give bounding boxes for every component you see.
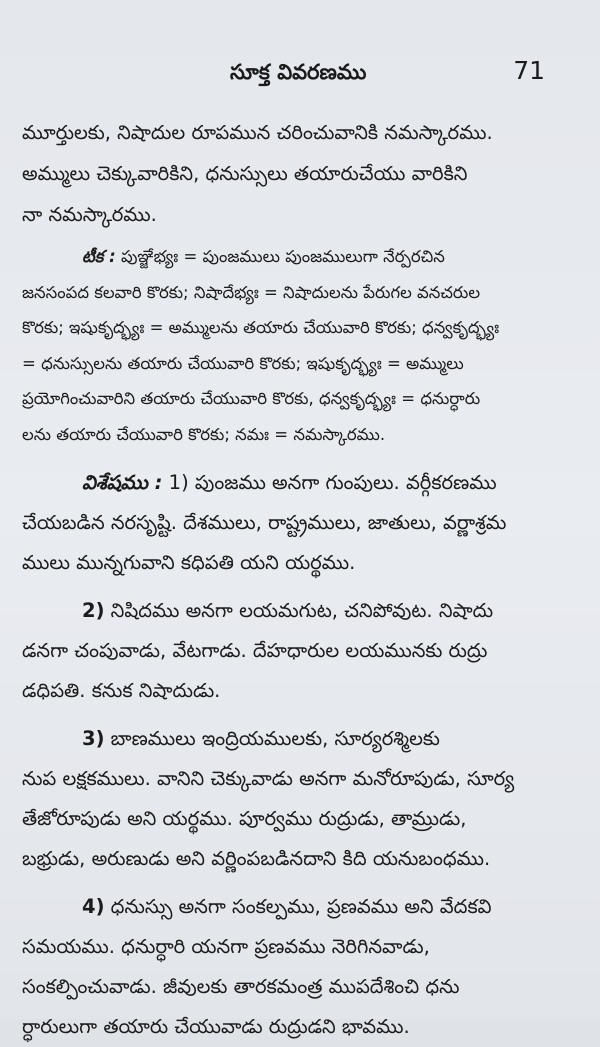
text-line: బభ్రుడు, అరుణుడు అని వర్ణింపబడినదాని కిది యనుబంధము. <box>22 847 491 870</box>
point-first-line: బాణములు ఇంద్రియములకు, సూర్యరశ్మిలకు <box>104 727 440 750</box>
text-line: సమయము. ధనుర్ధారి యనగా ప్రణవము నెరిగినవాడు, <box>22 935 430 958</box>
paragraph-point-2 <box>22 591 587 711</box>
text-line: డనగా చంపువాడు, వేటగాడు. దేహధారుల లయమునకు రుద్రు <box>22 639 488 662</box>
point-number: 3) <box>82 727 105 750</box>
page-number: 71 <box>513 56 545 85</box>
paragraph-intro <box>22 112 587 235</box>
text-line: జనసంపద కలవారి కొరకు; నిషాదేభ్యః = నిషాదులను పేరుగల వనచరుల <box>22 282 481 302</box>
text-line: మూర్తులకు, నిషాదుల రూపమున చరించువానికి నమస్కారము. <box>22 121 493 144</box>
visheshamu-first-line: 1) పుంజము అనగా గుంపులు. వర్గీకరణము <box>162 471 497 494</box>
paragraph-visheshamu <box>22 463 587 583</box>
point-number: 4) <box>82 895 105 918</box>
visheshamu-label: విశేషము : <box>82 471 163 494</box>
paragraph-teeka <box>22 239 587 452</box>
text-line: తేజోరూపుడు అని యర్థము. పూర్వము రుద్రుడు, తామ్రుడు, <box>22 807 467 830</box>
text-line: డధిపతి. కనుక నిషాదుడు. <box>22 679 221 702</box>
text-line <box>22 463 587 503</box>
text-line: నా నమస్కారము. <box>22 203 157 226</box>
point-first-line: నిషిదము అనగా లయమగుట, చనిపోవుట. నిషాదు <box>104 599 494 622</box>
paragraph-point-4 <box>22 887 587 1047</box>
text-line: ములు మున్నగువాని కధిపతి యని యర్థము. <box>22 551 356 574</box>
text-line: కొరకు; ఇషుకృద్భ్యః = అమ్ములను తయారు చేయువారి కొరకు; ధన్వకృద్భ్యః <box>22 318 500 337</box>
point-number: 2) <box>82 599 105 622</box>
paragraph-point-3 <box>22 719 587 879</box>
text-line: సంకల్పించువాడు. జీవులకు తారకమంత్ర ముపదేశించి ధను <box>22 975 460 998</box>
text-line <box>22 239 587 275</box>
text-line <box>22 591 587 631</box>
teeka-first-line: పుఞ్జేభ్యః = పుంజములు పుంజములుగా నేర్పరచిన <box>115 247 445 266</box>
text-line <box>22 887 587 927</box>
text-line: = ధనుస్సులను తయారు చేయువారి కొరకు; ఇషుకృద్భ్యః = అమ్ములు <box>22 353 464 373</box>
body-text <box>22 112 587 1047</box>
teeka-label: టీక : <box>82 247 116 266</box>
text-line: చేయబడిన నరసృష్టి. దేశములు, రాష్ట్రములు, జాతులు, వర్ణాశ్రమ <box>22 511 507 534</box>
running-header <box>0 56 600 90</box>
text-line: ప్రయోగించువారిని తయారు చేయువారి కొరకు, ధన్వకృద్భ్యః = ధనుర్ధారు <box>22 389 481 408</box>
text-line: లను తయారు చేయువారి కొరకు; నమః = నమస్కారము. <box>22 424 386 444</box>
text-line <box>22 719 587 759</box>
point-first-line: ధనుస్సు అనగా సంకల్పము, ప్రణవము అని వేదకవి <box>104 895 492 918</box>
text-line: నుప లక్షకములు. వానిని చెక్కువాడు అనగా మనోరూపుడు, సూర్య <box>22 767 515 790</box>
text-line: ర్ధారులుగా తయారు చేయువాడు రుద్రుడని భావము. <box>22 1015 410 1038</box>
text-line: అమ్ములు చెక్కువారికిని, ధనుస్సులు తయారుచేయు వారికిని <box>22 162 468 185</box>
running-title: సూక్త వివరణము <box>230 60 367 84</box>
